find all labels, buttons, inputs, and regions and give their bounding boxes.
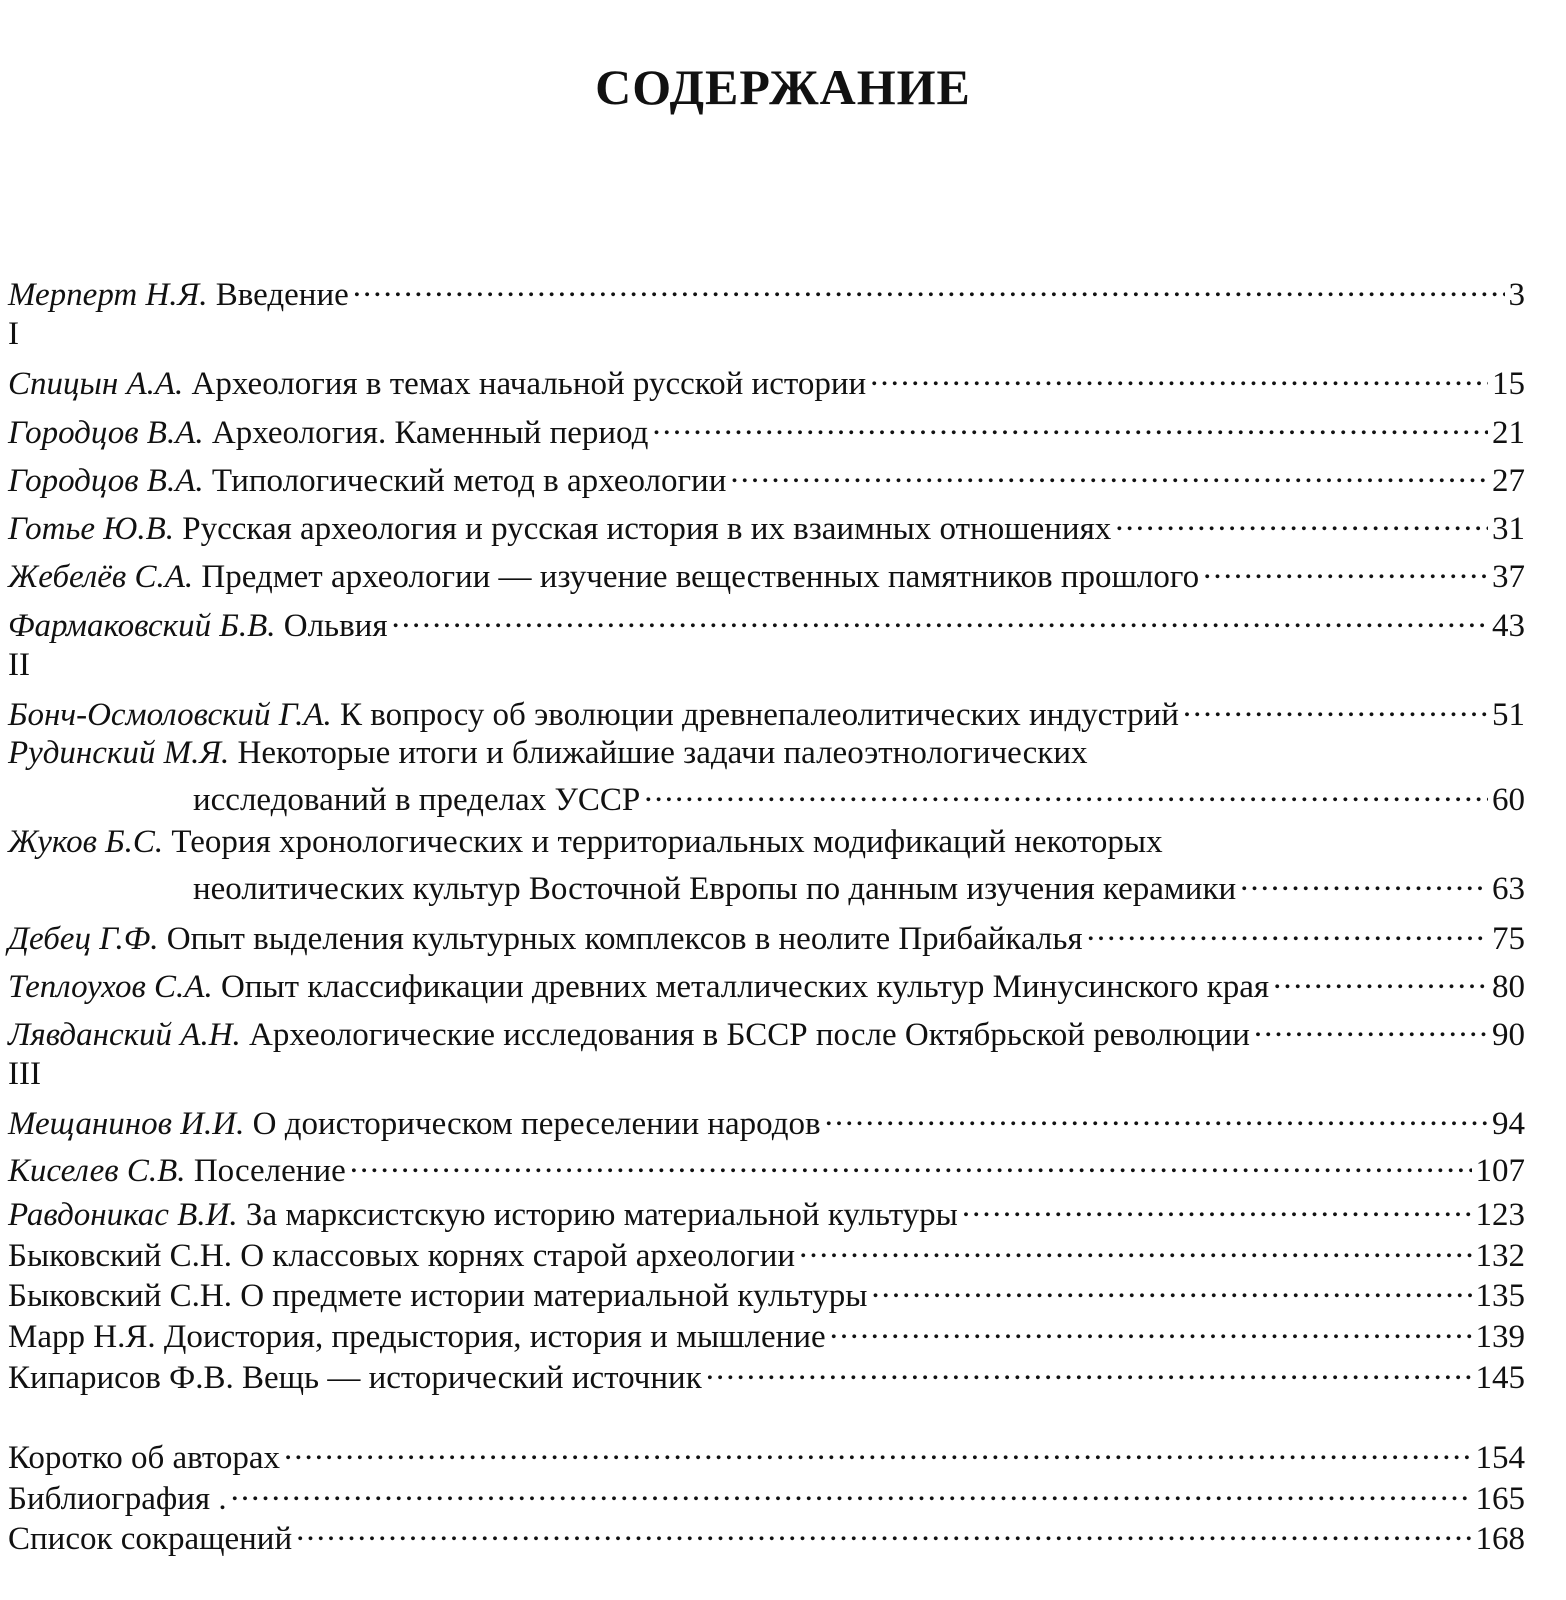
toc-title: Доистория, предыстория, история и мышление [163,1319,826,1355]
toc-title: Некоторые итоги и ближайшие задачи палеоэтнологических [237,735,1088,771]
toc-entry-intro [8,272,1525,314]
toc-title: Археология. Каменный период [211,415,649,451]
toc-author: Готье Ю.В. [8,511,175,547]
leader-dots [1087,916,1488,949]
toc-author: Рудинский М.Я. [8,735,230,771]
toc-title: Археология в темах начальной русской истории [191,366,867,402]
toc-author: Мерперт Н.Я. [8,277,208,313]
toc-page-number: 90 [1492,1017,1525,1053]
toc-entry-back [8,1476,1525,1518]
toc-page-number: 168 [1475,1521,1525,1557]
toc-entry [8,1101,1525,1143]
toc-title: Опыт классификации древних металлических культур Минусинского края [220,969,1270,1005]
leader-dots [871,1273,1471,1306]
leader-dots [706,1355,1472,1388]
toc-title: Археологические исследования в БССР после Октябрьской революции [249,1017,1250,1053]
toc-page-number: 63 [1492,870,1525,907]
toc-title: Введение [215,277,349,313]
leader-dots [1115,506,1488,539]
toc-title: Опыт выделения культурных комплексов в неолите Прибайкалья [166,921,1083,957]
toc-page-number: 165 [1475,1481,1525,1517]
part-heading-3: III [8,1056,41,1092]
toc-page-number: 60 [1492,781,1525,818]
toc-title: О доисторическом переселении народов [252,1106,821,1142]
toc-author: Фармаковский Б.В. [8,608,276,644]
toc-page-number: 15 [1492,366,1525,402]
toc-page-number: 132 [1475,1238,1525,1274]
toc-author: Равдоникас В.И. [8,1197,238,1233]
toc-author: Жуков Б.С. [8,824,164,860]
toc-entry [8,1314,1525,1356]
toc-page-number: 80 [1492,969,1525,1005]
toc-title: Поселение [193,1153,346,1189]
leader-dots [1203,554,1488,587]
toc-entry [8,554,1525,596]
leader-dots [231,1476,1472,1509]
toc-title: Вещь — исторический источник [241,1360,702,1396]
toc-title: Теория хронологических и территориальных модификаций некоторых [171,824,1163,860]
toc-entry [8,458,1525,500]
leader-dots [962,1192,1472,1225]
toc-page-number: 154 [1475,1440,1525,1476]
toc-title: О предмете истории материальной культуры [240,1278,868,1314]
toc-title-continuation: исследований в пределах УССР [193,781,641,818]
toc-page-number: 43 [1492,608,1525,644]
toc-title: Ольвия [283,608,388,644]
leader-dots [1240,866,1488,899]
toc-author: Дебец Г.Ф. [8,921,159,957]
toc-page-number: 139 [1475,1319,1525,1355]
toc-page-number: 3 [1508,277,1525,313]
leader-dots [825,1101,1488,1134]
leader-dots [1254,1012,1488,1045]
toc-author: Бонч-Осмоловский Г.А. [8,697,332,733]
toc-entry [8,916,1525,958]
toc-author: Марр Н.Я. [8,1319,156,1355]
toc-author: Городцов В.А. [8,415,204,451]
toc-entry [8,735,1525,819]
leader-dots [652,410,1488,443]
leader-dots [644,777,1488,810]
toc-entry [8,1355,1525,1397]
leader-dots [799,1233,1471,1266]
leader-dots [730,458,1488,491]
toc-page-number: 51 [1492,697,1525,733]
toc-author: Спицын А.А. [8,366,184,402]
toc-entry [8,1148,1525,1190]
toc-entry-back [8,1516,1525,1558]
leader-dots [392,603,1488,636]
toc-author: Быковский С.Н. [8,1238,232,1274]
leader-dots [1183,692,1488,725]
toc-author: Мещанинов И.И. [8,1106,245,1142]
leader-dots [1273,964,1488,997]
toc-page-number: 135 [1475,1278,1525,1314]
toc-entry [8,1012,1525,1054]
page-title: СОДЕРЖАНИЕ [595,59,971,115]
toc-title: О классовых корнях старой археологии [240,1238,796,1274]
toc-page-number: 75 [1492,921,1525,957]
toc-entry [8,506,1525,548]
toc-title: Предмет археологии — изучение вещественных памятников прошлого [201,559,1200,595]
toc-entry [8,1273,1525,1315]
toc-title: За марксистскую историю материальной культуры [245,1197,958,1233]
toc-page-number: 21 [1492,415,1525,451]
part-heading-2: II [8,647,30,683]
toc-title: Библиография . [8,1481,227,1517]
toc-page-number: 37 [1492,559,1525,595]
toc-author: Лявданский А.Н. [8,1017,241,1053]
toc-entry [8,1192,1525,1234]
toc-entry [8,964,1525,1006]
leader-dots [830,1314,1472,1347]
toc-entry [8,1233,1525,1275]
toc-page-number: 123 [1475,1197,1525,1233]
toc-title: К вопросу об эволюции древнепалеолитических индустрий [340,697,1179,733]
leader-dots [350,1148,1472,1181]
toc-entry [8,603,1525,645]
toc-author: Киселев С.В. [8,1153,186,1189]
leader-dots [296,1516,1471,1549]
toc-author: Кипарисов Ф.В. [8,1360,234,1396]
toc-page-number: 107 [1475,1153,1525,1189]
toc-page-number: 145 [1475,1360,1525,1396]
toc-author: Теплоухов С.А. [8,969,213,1005]
toc-entry [8,692,1525,734]
leader-dots [870,361,1488,394]
toc-entry [8,824,1525,908]
toc-page-number: 27 [1492,463,1525,499]
toc-title-continuation: неолитических культур Восточной Европы по данным изучения керамики [193,870,1237,907]
leader-dots [284,1435,1471,1468]
toc-page-number: 94 [1492,1106,1525,1142]
toc-title: Русская археология и русская история в их взаимных отношениях [182,511,1112,547]
toc-entry [8,361,1525,403]
toc-page-number: 31 [1492,511,1525,547]
toc-title: Типологический метод в археологии [211,463,727,499]
toc-title: Список сокращений [8,1521,293,1557]
part-heading-1: I [8,316,19,352]
leader-dots [353,272,1505,305]
toc-author: Городцов В.А. [8,463,204,499]
toc-entry-back [8,1435,1525,1477]
toc-entry [8,410,1525,452]
toc-author: Жебелёв С.А. [8,559,194,595]
toc-title: Коротко об авторах [8,1440,281,1476]
toc-author: Быковский С.Н. [8,1278,232,1314]
